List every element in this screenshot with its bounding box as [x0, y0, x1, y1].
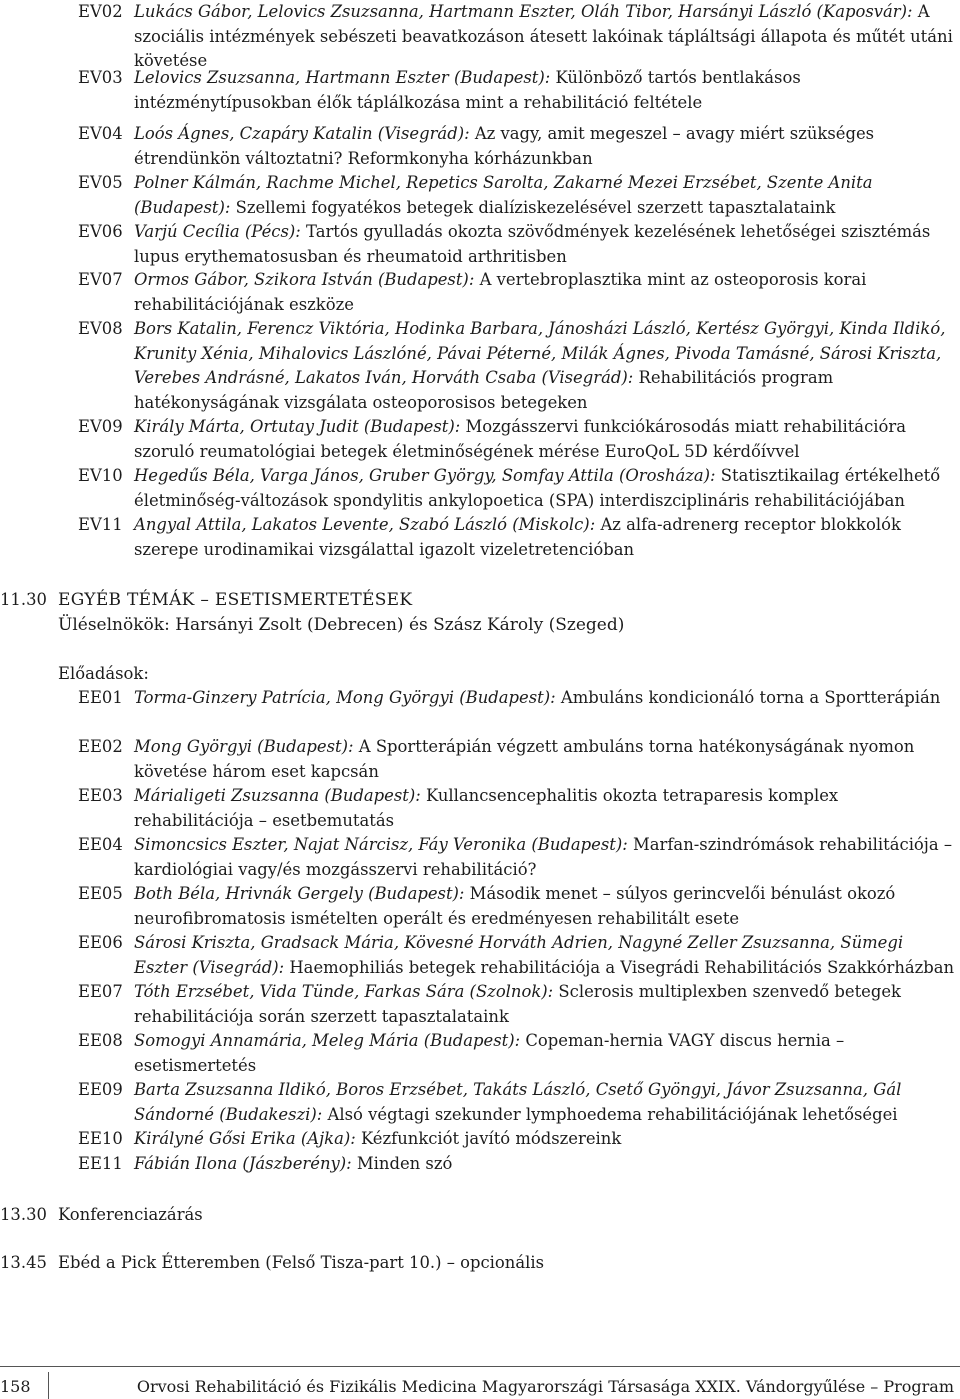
ee-code: EE01	[78, 688, 123, 707]
ee-code: EE08	[78, 1031, 123, 1050]
ee-authors: Somogyi Annamária, Meleg Mária (Budapest):	[134, 1031, 521, 1050]
ee-body	[134, 686, 958, 711]
ev-title: Szellemi fogyatékos betegek dialíziskezelésével szerzett tapasztalataink	[235, 197, 836, 217]
ev-title: A vertebroplasztika mint az osteoporosis korai rehabilitációjának eszköze	[134, 270, 867, 314]
ev-authors: Lelovics Zsuzsanna, Hartmann Eszter (Budapest):	[134, 68, 551, 87]
ee-title: Ambuláns kondicionáló torna a Sportterápián	[560, 688, 941, 707]
ev-body	[134, 464, 958, 513]
ee-authors: Tóth Erzsébet, Vida Tünde, Farkas Sára (Szolnok):	[134, 982, 554, 1001]
ee-authors: Simoncsics Eszter, Najat Nárcisz, Fáy Veronika (Budapest):	[134, 835, 628, 854]
ee-title: Kullancsencephalitis okozta tetraparesis komplex rehabilitációja – esetbemutatás	[134, 786, 839, 830]
ev-authors: Bors Katalin, Ferencz Viktória, Hodinka Barbara, Jánosházi László, Kertész Györgyi, Kinda Ildikó, Krunity Xénia, Mihalovics Lászlóné, Pávai Péterné, Milák Ágnes, Pivoda Tamásné, Sárosi Kriszta, Verebes Andrásné, Lakatos Iván, Horváth Csaba (Visegrád):	[134, 319, 946, 387]
ev-entry	[78, 171, 958, 220]
ee-code: EE06	[78, 933, 123, 952]
ee-authors: Fábián Ilona (Jászberény):	[134, 1154, 352, 1173]
ev-body	[134, 66, 958, 115]
ee-title: Sclerosis multiplexben szenvedő betegek rehabilitációja során szerzett tapasztalataink	[134, 982, 901, 1026]
ee-code: EE10	[78, 1129, 123, 1148]
ev-title: Rehabilitációs program hatékonyságának vizsgálata osteoporosisos betegeken	[134, 368, 834, 412]
ev-body	[134, 415, 958, 464]
ee-body	[134, 1029, 958, 1078]
ee-body	[134, 980, 958, 1029]
ev-title: Különböző tartós bentlakásos intézménytípusokban élők táplálkozása mint a rehabilitáció feltétele	[134, 68, 801, 112]
ee-code: EE11	[78, 1154, 123, 1173]
ee-title: Alsó végtagi szekunder lymphoedema rehabilitációjának lehetőségei	[327, 1104, 898, 1124]
ee-entry	[78, 1152, 958, 1177]
ee-body	[134, 833, 958, 882]
ee-entry	[78, 882, 958, 931]
footer-divider	[0, 1366, 960, 1367]
ee-code: EE07	[78, 982, 123, 1001]
ev-title: Az vagy, amit megeszel – avagy miért szükséges étrendünkön változtatni? Reformkonyha kórházunkban	[134, 124, 875, 168]
ee-title: Haemophiliás betegek rehabilitációja a Visegrádi Rehabilitációs Szakkórházban	[289, 957, 955, 977]
ee-body	[134, 784, 958, 833]
ee-entry	[78, 784, 958, 833]
ee-code: EE02	[78, 737, 123, 756]
ev-code: EV04	[78, 124, 123, 143]
ev-body	[134, 513, 958, 562]
closing-text: Konferenciazárás	[58, 1205, 203, 1224]
ev-code: EV07	[78, 270, 123, 289]
ee-authors: Mong Györgyi (Budapest):	[134, 737, 354, 756]
ev-body	[134, 268, 958, 317]
ee-title: Minden szó	[356, 1154, 453, 1173]
ev-title: A szociális intézmények sebészeti beavatkozáson átesett lakóinak tápláltsági állapota és műtét utáni követése	[134, 2, 953, 70]
presentations-subheading: Előadások:	[58, 664, 149, 683]
ev-title: Statisztikailag értékelhető életminőség-változások spondylitis ankylopoetica (SPA) interdiszciplináris rehabilitációjában	[134, 466, 941, 510]
ev-authors: Lukács Gábor, Lelovics Zsuzsanna, Hartmann Eszter, Oláh Tibor, Harsányi László (Kaposvár):	[134, 2, 913, 21]
ee-title: Kézfunkciót javító módszereink	[361, 1129, 622, 1148]
ee-body	[134, 882, 958, 931]
ev-authors: Varjú Cecília (Pécs):	[134, 222, 301, 241]
ee-entry	[78, 735, 958, 784]
ev-title: Az alfa-adrenerg receptor blokkolók szerepe urodinamikai vizsgálattal igazolt vizeletretencióban	[134, 515, 901, 559]
footer-separator	[48, 1372, 49, 1399]
ev-code: EV08	[78, 319, 123, 338]
ee-authors: Márialigeti Zsuzsanna (Budapest):	[134, 786, 421, 805]
ee-entry	[78, 1078, 958, 1127]
ev-authors: Hegedűs Béla, Varga János, Gruber György, Somfay Attila (Orosháza):	[134, 466, 716, 485]
ev-body	[134, 220, 958, 269]
ee-body	[134, 1152, 958, 1177]
ee-authors: Sárosi Kriszta, Gradsack Mária, Kövesné Horváth Adrien, Nagyné Zeller Zsuzsanna, Sümegi Eszter (Visegrád):	[134, 933, 904, 977]
ee-body	[134, 1078, 958, 1127]
ee-entry	[78, 1127, 958, 1152]
ee-authors: Both Béla, Hrivnák Gergely (Budapest):	[134, 884, 465, 903]
ev-entry	[78, 122, 958, 171]
ev-code: EV09	[78, 417, 123, 436]
closing-time: 13.30	[0, 1205, 47, 1224]
ev-code: EV10	[78, 466, 123, 485]
ev-body	[134, 317, 958, 415]
ee-entry	[78, 686, 958, 711]
ev-body	[134, 171, 958, 220]
ev-authors: Király Márta, Ortutay Judit (Budapest):	[134, 417, 461, 436]
ev-authors: Ormos Gábor, Szikora István (Budapest):	[134, 270, 475, 289]
ev-entry	[78, 220, 958, 269]
ev-code: EV03	[78, 68, 123, 87]
ee-entry	[78, 833, 958, 882]
ee-title: Második menet – súlyos gerincvelői bénulást okozó neurofibromatosis ismételten operált és eredményesen rehabilitált esete	[134, 884, 896, 928]
ev-entry	[78, 415, 958, 464]
ee-title: Marfan-szindrómások rehabilitációja – kardiológiai vagy/és mozgásszervi rehabilitáció?	[134, 835, 953, 879]
ev-body	[134, 122, 958, 171]
lunch-time: 13.45	[0, 1253, 47, 1272]
section-time: 11.30	[0, 590, 47, 609]
ev-entry	[78, 317, 958, 415]
ev-code: EV02	[78, 2, 123, 21]
ee-authors: Torma-Ginzery Patrícia, Mong Györgyi (Budapest):	[134, 688, 556, 707]
section-title: EGYÉB TÉMÁK – ESETISMERTETÉSEK	[58, 590, 413, 610]
lunch-text: Ebéd a Pick Étteremben (Felső Tisza-part 10.) – opcionális	[58, 1253, 544, 1272]
ev-authors: Polner Kálmán, Rachme Michel, Repetics Sarolta, Zakarné Mezei Erzsébet, Szente Anita (Budapest):	[134, 173, 873, 217]
ee-code: EE05	[78, 884, 123, 903]
ev-entry	[78, 0, 958, 74]
ev-authors: Angyal Attila, Lakatos Levente, Szabó László (Miskolc):	[134, 515, 596, 534]
ee-title: A Sportterápián végzett ambuláns torna hatékonyságának nyomon követése három eset kapcsán	[134, 737, 915, 781]
ev-entry	[78, 464, 958, 513]
ee-code: EE03	[78, 786, 123, 805]
ee-body	[134, 931, 958, 980]
footer-title: Orvosi Rehabilitáció és Fizikális Medicina Magyarországi Társasága XXIX. Vándorgyűlése – Program	[136, 1377, 954, 1396]
ee-body	[134, 1127, 958, 1152]
ev-code: EV05	[78, 173, 123, 192]
ev-entry	[78, 66, 958, 115]
ee-body	[134, 735, 958, 784]
ev-title: Tartós gyulladás okozta szövődmények kezelésének lehetőségei szisztémás lupus erythematosusban és rheumatoid arthritisben	[134, 222, 931, 266]
ev-title: Mozgásszervi funkciókárosodás miatt rehabilitációra szoruló reumatológiai betegek életminőségének mérése EuroQoL 5D kérdőívvel	[134, 417, 906, 461]
ee-code: EE04	[78, 835, 123, 854]
ee-entry	[78, 1029, 958, 1078]
ee-authors: Királyné Gősi Erika (Ajka):	[134, 1129, 356, 1148]
ee-authors: Barta Zsuzsanna Ildikó, Boros Erzsébet, Takáts László, Csető Gyöngyi, Jávor Zsuzsanna, Gál Sándorné (Budakeszi):	[134, 1080, 902, 1124]
ee-entry	[78, 931, 958, 980]
session-chairs: Üléselnökök: Harsányi Zsolt (Debrecen) és Szász Károly (Szeged)	[58, 615, 625, 635]
ev-code: EV11	[78, 515, 123, 534]
ev-entry	[78, 513, 958, 562]
ee-code: EE09	[78, 1080, 123, 1099]
page-number: 158	[0, 1377, 31, 1396]
ev-authors: Loós Ágnes, Czapáry Katalin (Visegrád):	[134, 124, 470, 143]
ev-code: EV06	[78, 222, 123, 241]
ee-title: Copeman-hernia VAGY discus hernia – esetismertetés	[134, 1031, 845, 1075]
ev-body	[134, 0, 958, 74]
ev-entry	[78, 268, 958, 317]
ee-entry	[78, 980, 958, 1029]
